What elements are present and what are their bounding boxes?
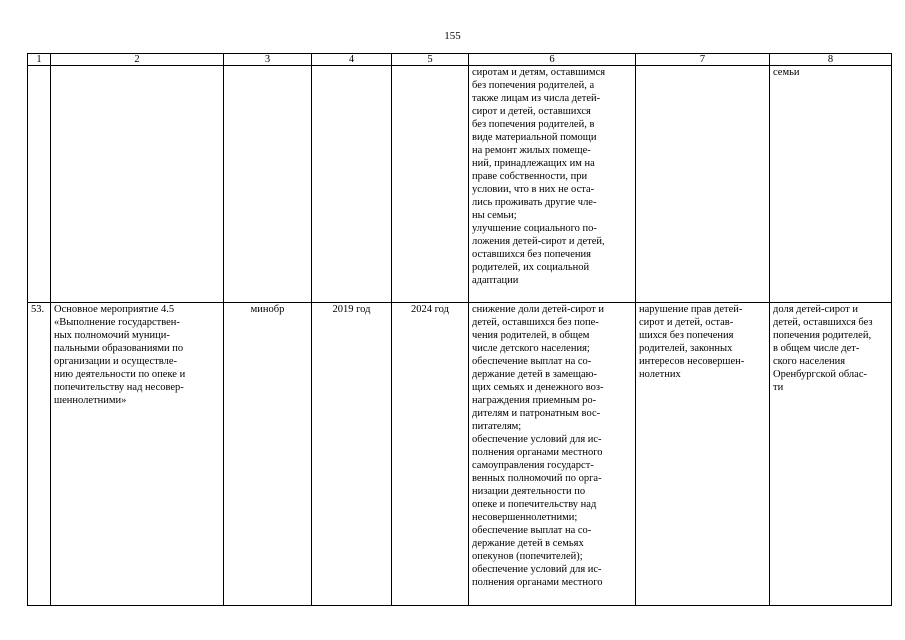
indicator-cell: семьи	[770, 66, 892, 303]
column-header: 1	[28, 54, 51, 66]
end-year-cell	[392, 66, 469, 303]
indicator-cell: доля детей-сирот и детей, оставшихся без попечения родителей, в общем числе дет- ского населения Оренбургской облас- ти	[770, 303, 892, 606]
expected-result-cell: сиротам и детям, оставшимся без попечения родителей, а также лицам из числа детей- сирот и детей, оставшихся без попечения родителей, в виде материальной помощи на ремонт жилых помеще- ний, принадлежащих им на праве собственности, при условии, что в них не оста- лись проживать другие чле- ны семьи; улучшение социального по- ложения детей-сирот и детей, оставшихся без попечения родителей, их социальной адаптации	[469, 66, 636, 303]
activity-name-cell: Основное мероприятие 4.5 «Выполнение государствен- ных полномочий муници- пальными образованиями по организации и осуществле- нию деятельности по опеке и попечительству над несовер- шеннолетними»	[51, 303, 224, 606]
program-activities-table	[27, 53, 892, 606]
executor-cell: минобр	[224, 303, 312, 606]
header-row	[28, 54, 892, 66]
column-header: 3	[224, 54, 312, 66]
activity-name-cell	[51, 66, 224, 303]
start-year-cell	[312, 66, 392, 303]
row-number-cell: 53.	[28, 303, 51, 606]
row-number-cell	[28, 66, 51, 303]
column-header: 8	[770, 54, 892, 66]
consequences-cell: нарушение прав детей- сирот и детей, остав- шихся без попечения родителей, законных интересов несовершен- нолетних	[636, 303, 770, 606]
expected-result-cell: снижение доли детей-сирот и детей, оставшихся без попе- чения родителей, в общем числе детского населения; обеспечение выплат на со- держание детей в замещаю- щих семьях и денежного воз- награждения приемным ро- дителям и патронатным вос- питателям; обеспечение условий для ис- полнения органами местного самоуправления государст- венных полномочий по орга- низации деятельности по опеке и попечительству над несовершеннолетними; обеспечение выплат на со- держание детей в семьях опекунов (попечителей); обеспечение условий для ис- полнения органами местного	[469, 303, 636, 606]
page-number: 155	[444, 30, 461, 42]
start-year-cell: 2019 год	[312, 303, 392, 606]
column-header: 5	[392, 54, 469, 66]
executor-cell	[224, 66, 312, 303]
column-header: 7	[636, 54, 770, 66]
column-header: 4	[312, 54, 392, 66]
table-row	[28, 66, 892, 303]
table-row	[28, 303, 892, 606]
column-header: 6	[469, 54, 636, 66]
column-header: 2	[51, 54, 224, 66]
consequences-cell	[636, 66, 770, 303]
end-year-cell: 2024 год	[392, 303, 469, 606]
